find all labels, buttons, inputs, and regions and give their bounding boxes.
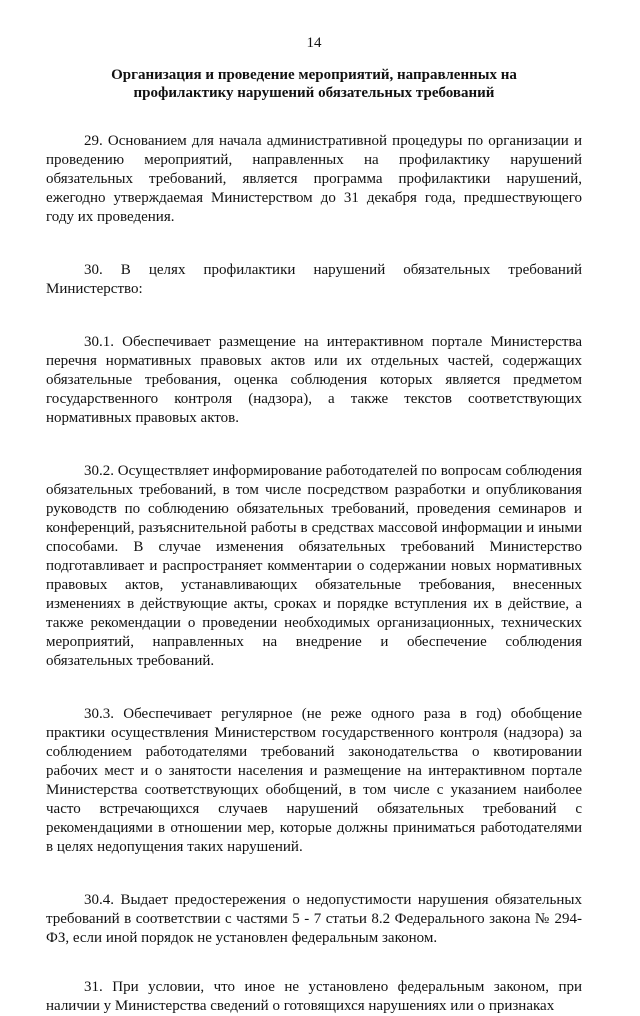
paragraph-30-4: 30.4. Выдает предостережения о недопустимости нарушения обязательных требований в соответствии с частями 5 - 7 статьи 8.2 Федерального закона № 294-ФЗ, если иной порядок не установлен федеральным законом.	[46, 892, 582, 946]
section-heading: Организация и проведение мероприятий, направленных на профилактику нарушений обязательных требований	[111, 67, 517, 101]
paragraph-29: 29. Основанием для начала административной процедуры по организации и проведению мероприятий, направленных на профилактику нарушений обязательных требований, является программа профилактики нарушений, ежегодно утверждаемая Министерством до 31 декабря года, предшествующего году их проведения.	[46, 133, 582, 225]
paragraph-31: 31. При условии, что иное не установлено федеральным законом, при наличии у Министерства сведений о готовящихся нарушениях или о признаках	[46, 979, 582, 1014]
page-number: 14	[306, 35, 322, 51]
paragraph-30-1: 30.1. Обеспечивает размещение на интерактивном портале Министерства перечня нормативных правовых актов или их отдельных частей, содержащих обязательные требования, оценка соблюдения которых является предметом государственного контроля (надзора), а также текстов соответствующих нормативных правовых актов.	[46, 334, 582, 426]
paragraph-30-3: 30.3. Обеспечивает регулярное (не реже одного раза в год) обобщение практики осуществления Министерством государственного контроля (надзора) за соблюдением работодателями требований законодательства о квотировании рабочих мест и о занятости населения и размещение на интерактивном портале Министерства соответствующих обобщений, в том числе с указанием наиболее часто встречающихся случаев нарушений обязательных требований с рекомендациями в отношении мер, которые должны приниматься работодателями в целях недопущения таких нарушений.	[46, 706, 582, 855]
paragraph-30-2: 30.2. Осуществляет информирование работодателей по вопросам соблюдения обязательных требований, в том числе посредством разработки и опубликования руководств по соблюдению обязательных требований, проведения семинаров и конференций, разъяснительной работы в средствах массовой информации и иными способами. В случае изменения обязательных требований Министерство подготавливает и распространяет комментарии о содержании новых нормативных правовых актов, устанавливающих обязательные требования, внесенных изменениях в действующие акты, сроках и порядке вступления их в действие, а также рекомендации о проведении необходимых организационных, технических мероприятий, направленных на внедрение и обеспечение соблюдения обязательных требований.	[46, 463, 582, 669]
paragraph-30: 30. В целях профилактики нарушений обязательных требований Министерство:	[46, 262, 582, 297]
